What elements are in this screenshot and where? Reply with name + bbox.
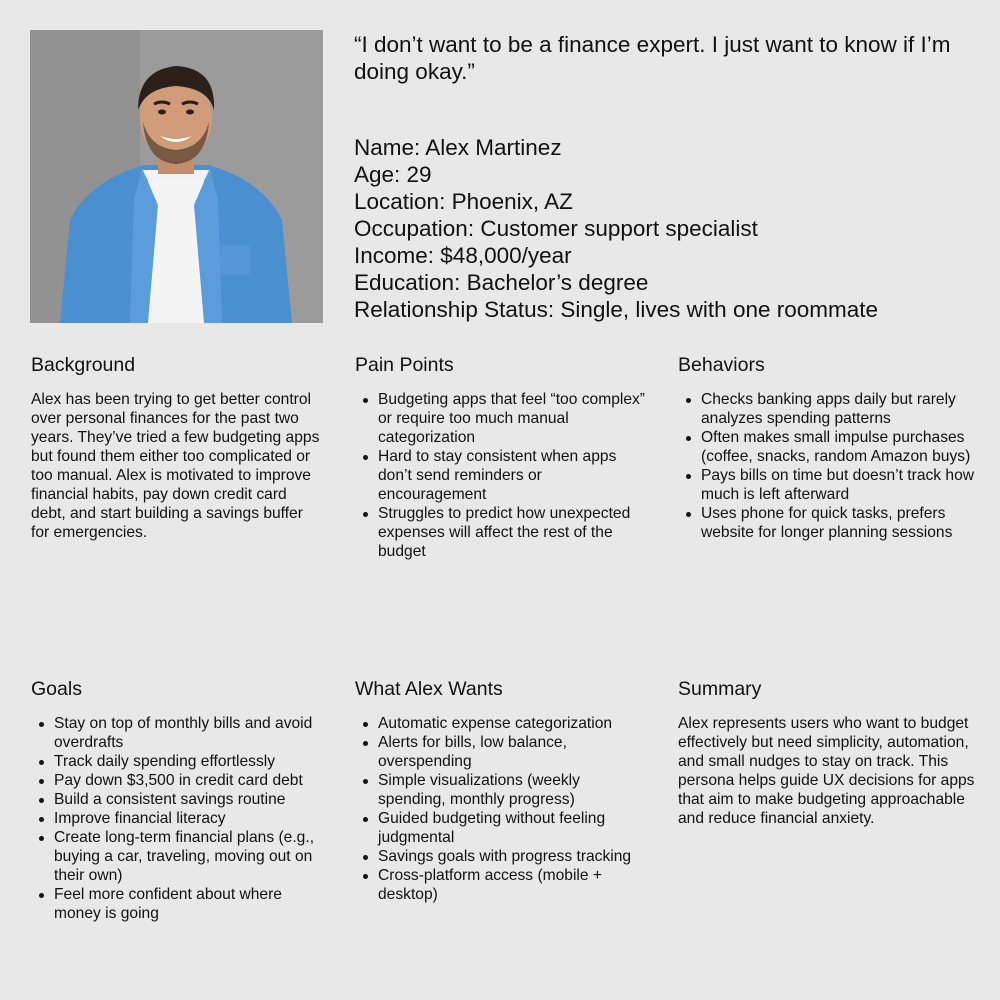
list-item: Alerts for bills, low balance, overspending xyxy=(378,733,650,771)
section-title: Behaviors xyxy=(678,354,765,376)
list-item: Build a consistent savings routine xyxy=(54,790,323,809)
goals-section xyxy=(31,677,323,923)
fact-age: Age: 29 xyxy=(354,162,432,187)
summary-section xyxy=(678,677,978,828)
list-item: Uses phone for quick tasks, prefers website for longer planning sessions xyxy=(701,504,978,542)
background-text: Alex has been trying to get better control over personal finances for the past two years. They’ve tried a few budgeting apps but found them either too complicated or too manual. Alex is motivated to improve financial habits, pay down credit card debt, and start building a savings buffer for emergencies. xyxy=(31,391,320,541)
list-item: Savings goals with progress tracking xyxy=(378,847,650,866)
summary-text: Alex represents users who want to budget effectively but need simplicity, automation, and small nudges to stay on track. This persona helps guide UX decisions for apps that aim to make budgeting approachable and reduce financial anxiety. xyxy=(678,715,975,827)
list-item: Budgeting apps that feel “too complex” or require too much manual categorization xyxy=(378,390,650,447)
behaviors-list xyxy=(678,390,978,542)
list-item: Pays bills on time but doesn’t track how much is left afterward xyxy=(701,466,978,504)
list-item: Guided budgeting without feeling judgmental xyxy=(378,809,650,847)
list-item: Hard to stay consistent when apps don’t send reminders or encouragement xyxy=(378,447,650,504)
list-item: Track daily spending effortlessly xyxy=(54,752,323,771)
list-item: Simple visualizations (weekly spending, monthly progress) xyxy=(378,771,650,809)
persona-quote: “I don’t want to be a finance expert. I just want to know if I’m doing okay.” xyxy=(354,32,951,84)
list-item: Struggles to predict how unexpected expenses will affect the rest of the budget xyxy=(378,504,650,561)
wants-section xyxy=(355,677,650,904)
section-title: Summary xyxy=(678,678,762,700)
list-item: Often makes small impulse purchases (coffee, snacks, random Amazon buys) xyxy=(701,428,978,466)
wants-list xyxy=(355,714,650,904)
section-title: Goals xyxy=(31,678,82,700)
fact-education: Education: Bachelor’s degree xyxy=(354,270,649,295)
persona-portrait-illustration xyxy=(30,30,323,323)
section-title: Pain Points xyxy=(355,354,454,376)
background-section xyxy=(31,353,323,542)
list-item: Pay down $3,500 in credit card debt xyxy=(54,771,323,790)
behaviors-section xyxy=(678,353,978,542)
list-item: Improve financial literacy xyxy=(54,809,323,828)
list-item: Create long-term financial plans (e.g., buying a car, traveling, moving out on their own) xyxy=(54,828,323,885)
list-item: Automatic expense categorization xyxy=(378,714,650,733)
list-item: Stay on top of monthly bills and avoid overdrafts xyxy=(54,714,323,752)
pain-points-section xyxy=(355,353,650,561)
pain-points-list xyxy=(355,390,650,561)
section-title: What Alex Wants xyxy=(355,678,503,700)
persona-photo xyxy=(30,30,323,323)
section-title: Background xyxy=(31,354,136,376)
fact-location: Location: Phoenix, AZ xyxy=(354,189,573,214)
goals-list xyxy=(31,714,323,923)
fact-income: Income: $48,000/year xyxy=(354,243,572,268)
fact-relationship: Relationship Status: Single, lives with one roommate xyxy=(354,297,879,322)
list-item: Feel more confident about where money is going xyxy=(54,885,323,923)
list-item: Cross-platform access (mobile + desktop) xyxy=(378,866,650,904)
fact-name: Name: Alex Martinez xyxy=(354,135,562,160)
persona-facts xyxy=(354,134,994,323)
fact-occupation: Occupation: Customer support specialist xyxy=(354,216,758,241)
list-item: Checks banking apps daily but rarely analyzes spending patterns xyxy=(701,390,978,428)
